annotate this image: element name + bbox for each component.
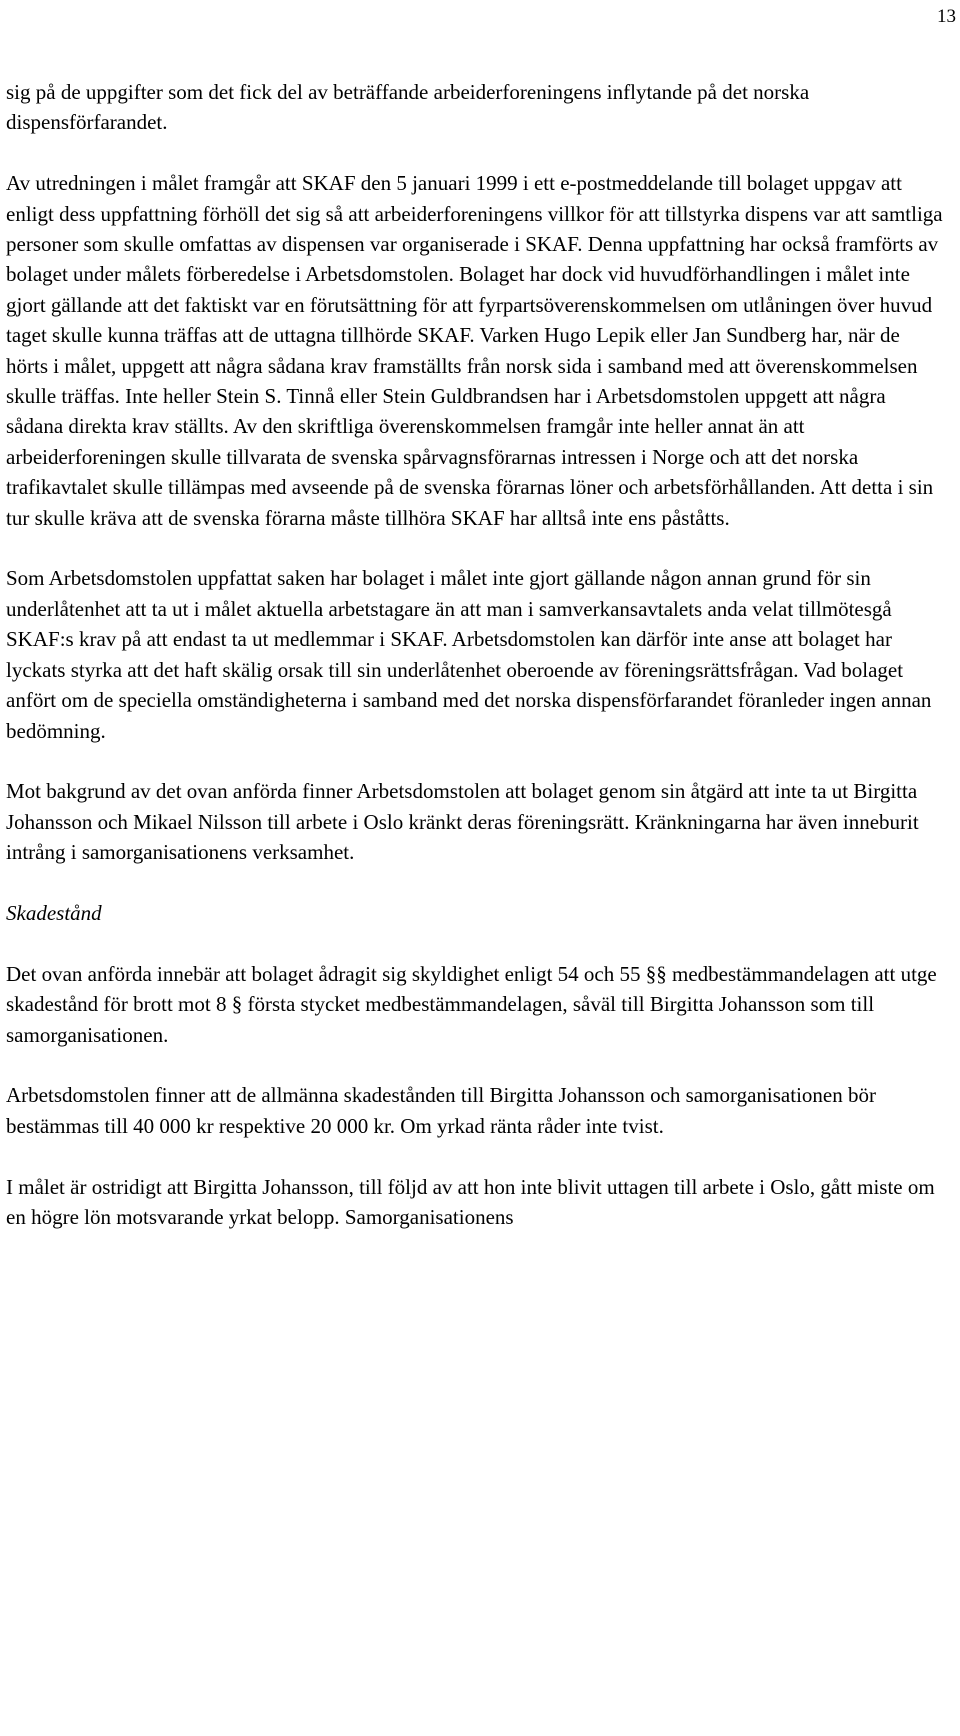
section-heading: Skadestånd <box>6 900 102 925</box>
paragraph-6: Arbetsdomstolen finner att de allmänna skadestånden till Birgitta Johansson och samorganisationen bör bestämmas till 40 000 kr respektive 20 000 kr. Om yrkad ränta råder inte tvist. <box>6 1083 876 1138</box>
paragraph-7: I målet är ostridigt att Birgitta Johansson, till följd av att hon inte blivit uttagen till arbete i Oslo, gått miste om en högre lön motsvarande yrkat belopp. Samorganisationens <box>6 1174 935 1229</box>
paragraph-1: sig på de uppgifter som det fick del av beträffande arbeiderforeningens inflytande på det norska dispensförfarandet. <box>6 80 810 135</box>
paragraph-5: Det ovan anförda innebär att bolaget ådragit sig skyldighet enligt 54 och 55 §§ medbestämmandelagen att utge skadestånd för brott mot 8 § första stycket medbestämmandelagen, såväl till Birgitta Johansson som till samorganisationen. <box>6 961 937 1047</box>
document-body <box>6 77 946 1232</box>
paragraph-3: Som Arbetsdomstolen uppfattat saken har bolaget i målet inte gjort gällande någon annan grund för sin underlåtenhet att ta ut i målet aktuella arbetstagare än att man i samverkansavtalets anda velat tillmötesgå SKAF:s krav på att endast ta ut medlemmar i SKAF. Arbetsdomstolen kan därför inte anse att bolaget har lyckats styrka att det haft skälig orsak till sin underlåtenhet oberoende av föreningsrättsfrågan. Vad bolaget anfört om de speciella omständigheterna i samband med det norska dispensförfarandet föranleder ingen annan bedömning. <box>6 566 932 743</box>
paragraph-2: Av utredningen i målet framgår att SKAF den 5 januari 1999 i ett e-postmeddelande till bolaget uppgav att enligt dess uppfattning förhöll det sig så att arbeiderforeningens villkor för att tillstyrka dispens var att samtliga personer som skulle omfattas av dispensen var organiserade i SKAF. Denna uppfattning har också framförts av bolaget under målets förberedelse i Arbetsdomstolen. Bolaget har dock vid huvudförhandlingen i målet inte gjort gällande att det faktiskt var en förutsättning för att fyrpartsöverenskommelsen om utlåningen över huvud taget skulle kunna träffas att de uttagna tillhörde SKAF. Varken Hugo Lepik eller Jan Sundberg har, när de hörts i målet, uppgett att några sådana krav framställts från norsk sida i samband med att överenskommelsen skulle träffas. Inte heller Stein S. Tinnå eller Stein Guldbrandsen har i Arbetsdomstolen uppgett att några sådana direkta krav ställts. Av den skriftliga överenskommelsen framgår inte heller annat än att arbeiderforeningen skulle tillvarata de svenska spårvagnsförarnas intressen i Norge och att det norska trafikavtalet skulle tillämpas med avseende på de svenska förarnas löner och arbetsförhållanden. Att detta i sin tur skulle kräva att de svenska förarna måste tillhöra SKAF har alltså inte ens påståtts. <box>6 171 943 530</box>
paragraph-4: Mot bakgrund av det ovan anförda finner Arbetsdomstolen att bolaget genom sin åtgärd att inte ta ut Birgitta Johansson och Mikael Nilsson till arbete i Oslo kränkt deras föreningsrätt. Kränkningarna har även inneburit intrång i samorganisationens verksamhet. <box>6 779 919 865</box>
page-number: 13 <box>937 6 956 27</box>
